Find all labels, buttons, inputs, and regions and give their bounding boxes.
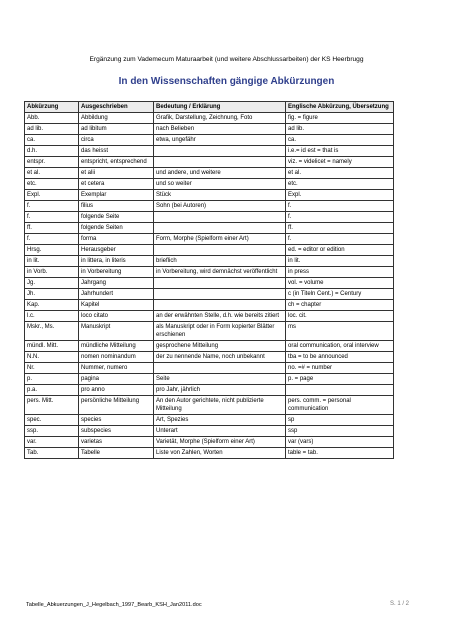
table-cell: f. — [286, 212, 394, 223]
table-cell — [154, 223, 286, 234]
table-row — [25, 168, 394, 179]
column-header-ausgeschrieben: Ausgeschrieben — [79, 102, 154, 113]
table-cell: Jg. — [25, 278, 79, 289]
table-cell: gesprochene Mitteilung — [154, 341, 286, 352]
table-cell: pers. comm. = personal communication — [286, 396, 394, 415]
document-title: In den Wissenschaften gängige Abkürzungen — [118, 76, 335, 87]
table-cell: l.c. — [25, 311, 79, 322]
table-row — [25, 426, 394, 437]
table-cell — [154, 300, 286, 311]
table-row — [25, 311, 394, 322]
table-cell: sp — [286, 415, 394, 426]
table-cell: Nummer, numero — [79, 363, 154, 374]
table-cell: Unterart — [154, 426, 286, 437]
table-row — [25, 124, 394, 135]
table-cell: und so weiter — [154, 179, 286, 190]
table-cell: no. =# = number — [286, 363, 394, 374]
table-cell: brieflich — [154, 256, 286, 267]
table-row — [25, 385, 394, 396]
table-cell: in littera, in literis — [79, 256, 154, 267]
table-cell: als Manuskript oder in Form kopierter Blätter erschienen — [154, 322, 286, 341]
table-cell: ad lib. — [25, 124, 79, 135]
footer-filename: Tabelle_Abkuerzungen_J_Hegelbach_1997_Bearb_KSH_Jan2011.doc — [26, 602, 202, 608]
table-row — [25, 352, 394, 363]
table-cell: in lit. — [286, 256, 394, 267]
table-cell: pro Jahr, jährlich — [154, 385, 286, 396]
table-row — [25, 113, 394, 124]
table-cell: Manuskript — [79, 322, 154, 341]
table-cell: An den Autor gerichtete, nicht publizierte Mitteilung — [154, 396, 286, 415]
table-cell: ch = chapter — [286, 300, 394, 311]
table-cell: Tab. — [25, 448, 79, 459]
column-header-englisch: Englische Abkürzung, Übersetzung — [286, 102, 394, 113]
table-cell: varietas — [79, 437, 154, 448]
table-row — [25, 289, 394, 300]
table-cell — [154, 245, 286, 256]
table-cell: nach Belieben — [154, 124, 286, 135]
table-cell: ff. — [25, 223, 79, 234]
table-cell: ed. = editor or edition — [286, 245, 394, 256]
table-cell: Mskr., Ms. — [25, 322, 79, 341]
table-cell: Abbildung — [79, 113, 154, 124]
table-cell: f. — [286, 234, 394, 245]
table-cell: mündl. Mitt. — [25, 341, 79, 352]
table-cell: in lit. — [25, 256, 79, 267]
table-cell: und andere, und weitere — [154, 168, 286, 179]
table-row — [25, 179, 394, 190]
abbreviation-table — [24, 101, 394, 459]
table-row — [25, 135, 394, 146]
table-cell: pro anno — [79, 385, 154, 396]
table-cell: ad libitum — [79, 124, 154, 135]
table-cell: loc. cit. — [286, 311, 394, 322]
table-cell: et alii — [79, 168, 154, 179]
table-cell: an der erwähnten Stelle, d.h. wie bereits zitiert — [154, 311, 286, 322]
table-cell: c (in Titeln Cent.) = Century — [286, 289, 394, 300]
table-cell: i.e.= id est = that is — [286, 146, 394, 157]
table-cell: Stück — [154, 190, 286, 201]
table-cell: Grafik, Darstellung, Zeichnung, Foto — [154, 113, 286, 124]
table-cell: Art, Spezies — [154, 415, 286, 426]
table-body — [25, 113, 394, 459]
column-header-abkuerzung: Abkürzung — [25, 102, 79, 113]
table-cell: folgende Seiten — [79, 223, 154, 234]
table-row — [25, 374, 394, 385]
table-cell: entspr. — [25, 157, 79, 168]
table-cell: p.a. — [25, 385, 79, 396]
table-cell: Hrsg. — [25, 245, 79, 256]
table-row — [25, 448, 394, 459]
table-cell — [154, 289, 286, 300]
table-row — [25, 341, 394, 352]
footer-page-number: S. 1 / 2 — [389, 601, 409, 607]
table-row — [25, 201, 394, 212]
table-cell: Jh. — [25, 289, 79, 300]
table-row — [25, 437, 394, 448]
table-cell: filius — [79, 201, 154, 212]
table-cell: Varietät, Morphe (Spielform einer Art) — [154, 437, 286, 448]
table-cell: Exemplar — [79, 190, 154, 201]
table-cell: etwa, ungefähr — [154, 135, 286, 146]
table-header-row — [25, 102, 394, 113]
table-row — [25, 300, 394, 311]
table-cell: das heisst — [79, 146, 154, 157]
table-cell: Jahrhundert — [79, 289, 154, 300]
table-cell: nomen nominandum — [79, 352, 154, 363]
table-cell: loco citato — [79, 311, 154, 322]
table-row — [25, 396, 394, 415]
table-cell — [286, 385, 394, 396]
table-cell: fig. = figure — [286, 113, 394, 124]
table-cell: Form, Morphe (Spielform einer Art) — [154, 234, 286, 245]
table-cell — [154, 278, 286, 289]
table-cell: et al. — [25, 168, 79, 179]
table-cell: f. — [286, 201, 394, 212]
table-row — [25, 223, 394, 234]
table-cell: pagina — [79, 374, 154, 385]
table-cell: mündliche Mitteilung — [79, 341, 154, 352]
table-cell — [154, 146, 286, 157]
table-cell: forma — [79, 234, 154, 245]
table-row — [25, 146, 394, 157]
table-cell: f. — [25, 201, 79, 212]
table-cell: Herausgeber — [79, 245, 154, 256]
header-note: Ergänzung zum Vademecum Maturaarbeit (und weitere Abschlussarbeiten) der KS Heerbrugg — [89, 56, 364, 63]
table-cell: viz. = videlicet = namely — [286, 157, 394, 168]
table-cell: table = tab. — [286, 448, 394, 459]
table-cell: ca. — [25, 135, 79, 146]
table-cell: Expl. — [286, 190, 394, 201]
table-cell: Abb. — [25, 113, 79, 124]
table-cell: species — [79, 415, 154, 426]
table-cell: subspecies — [79, 426, 154, 437]
table-cell: pers. Mitt. — [25, 396, 79, 415]
table-cell: Expl. — [25, 190, 79, 201]
table-cell: oral communication, oral interview — [286, 341, 394, 352]
table-cell: Jahrgang — [79, 278, 154, 289]
table-cell: et al. — [286, 168, 394, 179]
table-cell: Liste von Zahlen, Worten — [154, 448, 286, 459]
table-cell — [154, 157, 286, 168]
table-row — [25, 278, 394, 289]
table-cell: ssp. — [25, 426, 79, 437]
table-cell: f. — [25, 212, 79, 223]
table-cell: var. — [25, 437, 79, 448]
table-row — [25, 256, 394, 267]
table-cell: Kapitel — [79, 300, 154, 311]
table-cell: spec. — [25, 415, 79, 426]
table-cell: tba = to be announced — [286, 352, 394, 363]
table-row — [25, 267, 394, 278]
table-cell: folgende Seite — [79, 212, 154, 223]
column-header-bedeutung: Bedeutung / Erklärung — [154, 102, 286, 113]
table-row — [25, 245, 394, 256]
table-row — [25, 234, 394, 245]
table-cell: p. = page — [286, 374, 394, 385]
table-cell: d.h. — [25, 146, 79, 157]
table-cell: persönliche Mitteilung — [79, 396, 154, 415]
table-cell: etc. — [286, 179, 394, 190]
table-row — [25, 415, 394, 426]
table-cell: ff. — [286, 223, 394, 234]
table-cell: entspricht, entsprechend — [79, 157, 154, 168]
table-cell: ms — [286, 322, 394, 341]
table-cell: in Vorb. — [25, 267, 79, 278]
table-cell: N.N. — [25, 352, 79, 363]
table-cell: Kap. — [25, 300, 79, 311]
table-row — [25, 157, 394, 168]
table-cell: var (vars) — [286, 437, 394, 448]
table-cell: ssp — [286, 426, 394, 437]
table-row — [25, 212, 394, 223]
table-cell — [154, 212, 286, 223]
table-cell: ad lib. — [286, 124, 394, 135]
table-cell: Nr. — [25, 363, 79, 374]
table-cell: in Vorbereitung, wird demnächst veröffentlicht — [154, 267, 286, 278]
table-cell: p. — [25, 374, 79, 385]
table-cell: et cetera — [79, 179, 154, 190]
table-cell: Tabelle — [79, 448, 154, 459]
table-cell: Sohn (bei Autoren) — [154, 201, 286, 212]
table-cell: in Vorbereitung — [79, 267, 154, 278]
table-cell: Seite — [154, 374, 286, 385]
table-cell: f. — [25, 234, 79, 245]
table-cell: etc. — [25, 179, 79, 190]
table-cell: der zu nennende Name, noch unbekannt — [154, 352, 286, 363]
table-cell — [154, 363, 286, 374]
table-row — [25, 190, 394, 201]
table-cell: ca. — [286, 135, 394, 146]
table-row — [25, 363, 394, 374]
table-cell: circa — [79, 135, 154, 146]
table-row — [25, 322, 394, 341]
table-cell: vol. = volume — [286, 278, 394, 289]
table-cell: in press — [286, 267, 394, 278]
